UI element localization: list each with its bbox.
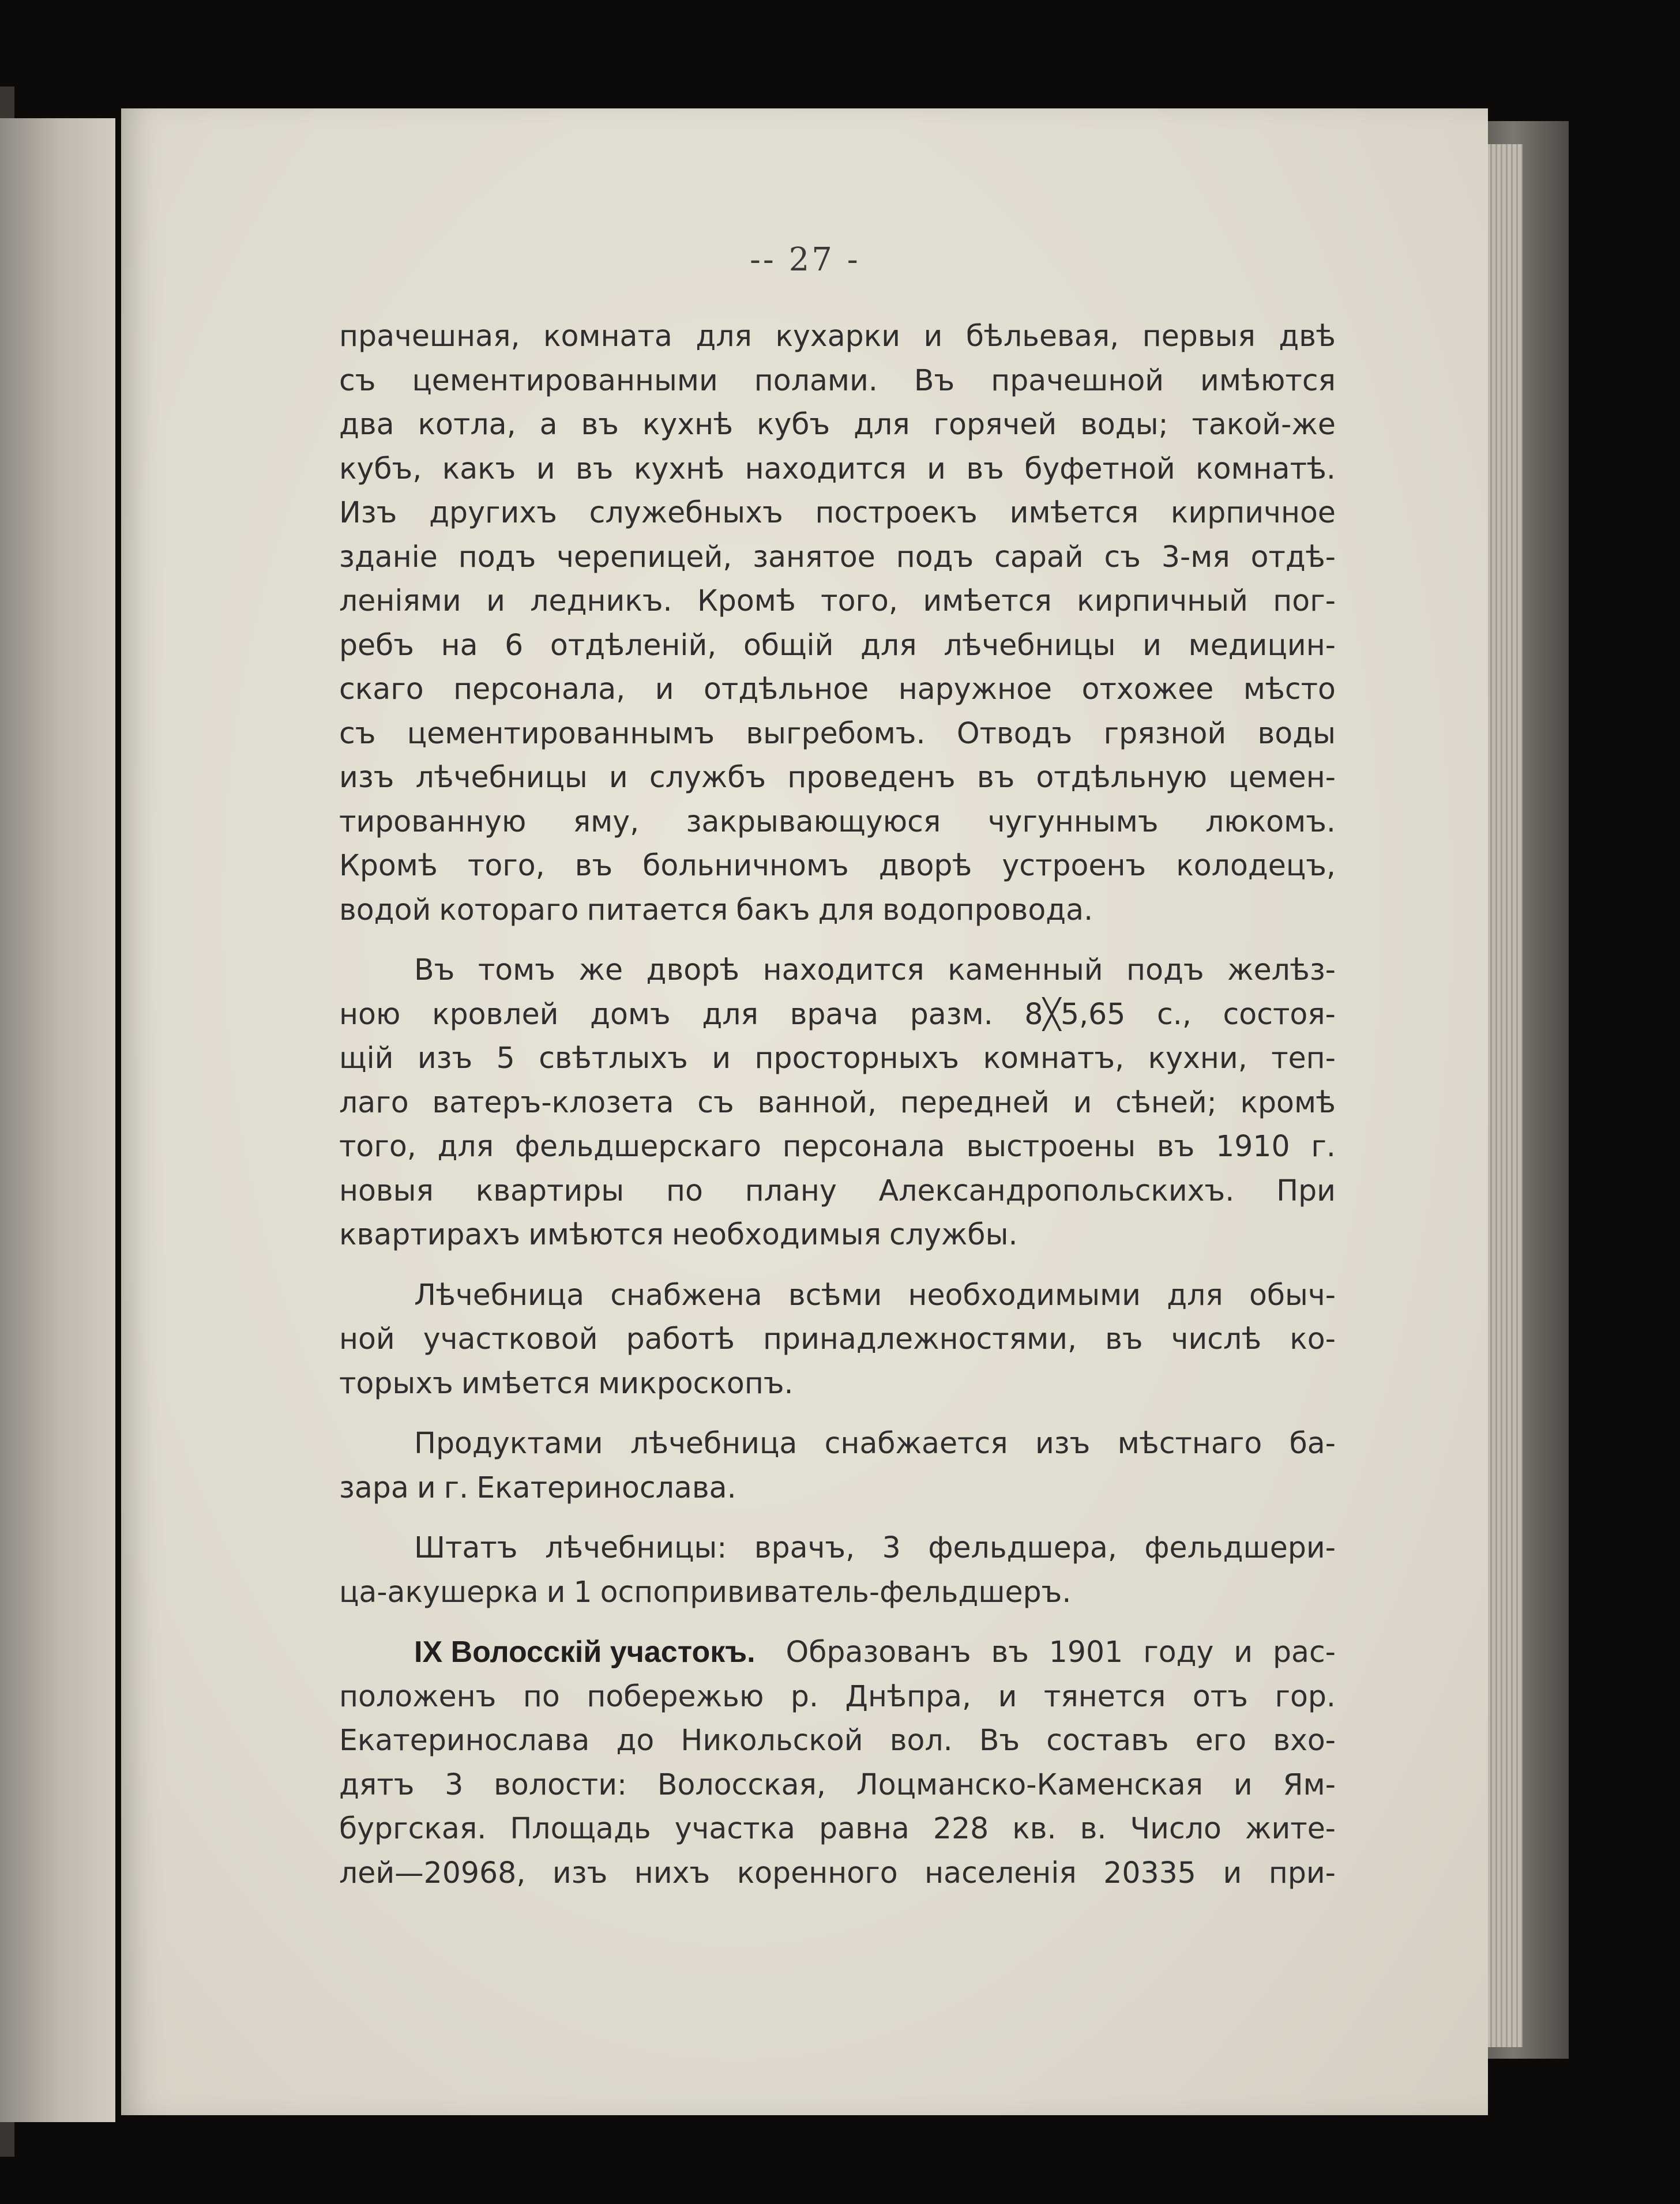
- text-line: Продуктами лѣчебница снабжается изъ мѣстнаго ба-: [414, 1426, 1336, 1460]
- text-line: положенъ по побережью р. Днѣпра, и тянется отъ гор.: [339, 1679, 1336, 1713]
- text-line: Штатъ лѣчебницы: врачъ, 3 фельдшера, фельдшери-: [414, 1530, 1336, 1564]
- text-line: ной участковой работѣ принадлежностями, въ числѣ ко-: [339, 1322, 1336, 1356]
- text-line: бургская. Площадь участка равна 228 кв. в. Число жите-: [339, 1811, 1336, 1845]
- text-line: два котла, а въ кухнѣ кубъ для горячей воды; такой-же: [339, 407, 1336, 441]
- text-line: съ цементированными полами. Въ прачешной имѣются: [339, 363, 1336, 397]
- text-line: лаго ватеръ-клозета съ ванной, передней и сѣней; кромѣ: [339, 1085, 1336, 1119]
- text-line: ною кровлей домъ для врача разм. 8╳5,65 с., состоя-: [339, 996, 1336, 1031]
- text-line: скаго персонала, и отдѣльное наружное отхожее мѣсто: [339, 672, 1336, 706]
- text-line: квартирахъ имѣются необходимыя службы.: [339, 1217, 1018, 1251]
- text-line: Кромѣ того, въ больничномъ дворѣ устроенъ колодецъ,: [339, 848, 1336, 882]
- text-line: съ цементированнымъ выгребомъ. Отводъ грязной воды: [339, 716, 1336, 750]
- text-line: зара и г. Екатеринослава.: [339, 1470, 736, 1505]
- text-line: тированную яму, закрывающуюся чугуннымъ люкомъ.: [339, 804, 1336, 838]
- page-number: -- 27 -: [750, 241, 860, 279]
- text-line: щій изъ 5 свѣтлыхъ и просторныхъ комнатъ, кухни, теп-: [339, 1041, 1336, 1075]
- text-line: ребъ на 6 отдѣленій, общій для лѣчебницы и медицин-: [339, 627, 1336, 662]
- text-line: торыхъ имѣется микроскопъ.: [339, 1366, 794, 1400]
- text-line: кубъ, какъ и въ кухнѣ находится и въ буфетной комнатѣ.: [339, 451, 1336, 486]
- text-line: прачешная, комната для кухарки и бѣльевая, первыя двѣ: [339, 319, 1336, 353]
- text-line: водой котораго питается бакъ для водопровода.: [339, 892, 1093, 927]
- text-line: ца-акушерка и 1 оспопрививатель-фельдшеръ.: [339, 1574, 1072, 1609]
- body-text: [339, 314, 1336, 1895]
- text-line: Лѣчебница снабжена всѣми необходимыми для обыч-: [414, 1277, 1336, 1312]
- text-line: Екатеринослава до Никольской вол. Въ составъ его вхо-: [339, 1723, 1336, 1757]
- text-line: новыя квартиры по плану Александропольскихъ. При: [339, 1173, 1336, 1208]
- text-line: изъ лѣчебницы и службъ проведенъ въ отдѣльную цемен-: [339, 760, 1336, 794]
- text-line: зданіе подъ черепицей, занятое подъ сарай съ 3-мя отдѣ-: [339, 539, 1336, 574]
- left-page-edge: [0, 118, 115, 2122]
- text-line: дятъ 3 волости: Волосская, Лоцманско-Каменская и Ям-: [339, 1767, 1336, 1801]
- section-first-line: IX Волосскій участокъ. Образованъ въ 1901 году и рас-: [339, 1630, 1336, 1675]
- text-line: Въ томъ же дворѣ находится каменный подъ желѣз-: [414, 953, 1336, 987]
- text-line: Изъ другихъ служебныхъ построекъ имѣется кирпичное: [339, 495, 1336, 529]
- text-line: того, для фельдшерскаго персонала выстроены въ 1910 г.: [339, 1129, 1336, 1163]
- section-heading: IX Волосскій участокъ.: [414, 1635, 756, 1669]
- text-line: лей—20968, изъ нихъ коренного населенія 20335 и при-: [339, 1855, 1336, 1890]
- text-line: леніями и ледникъ. Кромѣ того, имѣется кирпичный пог-: [339, 584, 1336, 618]
